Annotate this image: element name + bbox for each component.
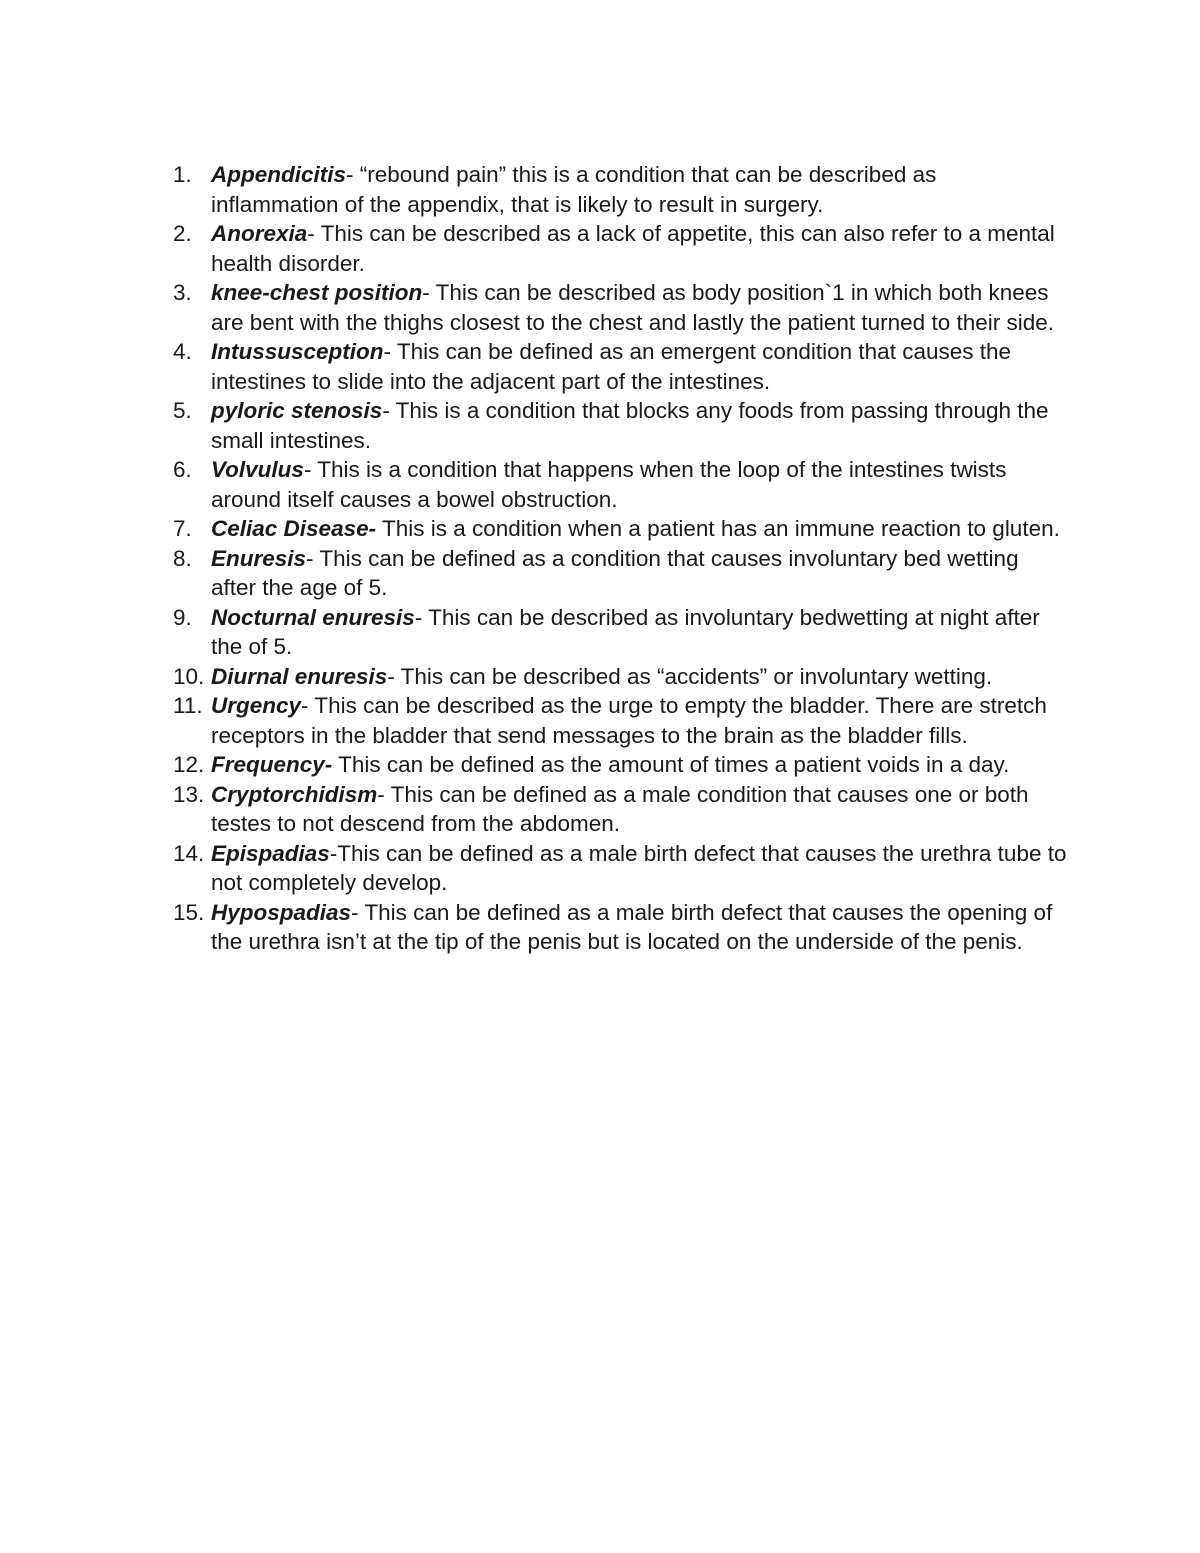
item-definition: -This can be defined as a male birth defect that causes the urethra tube to not completely develop. [211, 840, 1067, 895]
item-definition: - This can be defined as an emergent condition that causes the intestines to slide into the adjacent part of the intestines. [211, 339, 1012, 394]
item-definition: - This can be defined as a male birth defect that causes the opening of the urethra isn’t at the tip of the penis but is located on the underside of the penis. [211, 899, 1053, 954]
item-term: Enuresis [211, 545, 307, 571]
item-term: Appendicitis [211, 162, 347, 187]
item-number: 6. [173, 457, 192, 482]
list-item [158, 396, 1068, 455]
item-number: 5. [173, 398, 192, 423]
item-number: 11. [173, 693, 203, 718]
item-number: 7. [173, 516, 192, 541]
item-number: 15. [173, 899, 205, 925]
list-item [158, 278, 1068, 337]
item-term: knee-chest position [211, 280, 423, 305]
item-term: Intussusception [211, 339, 384, 364]
list-item [158, 780, 1068, 839]
item-number: 10. [173, 663, 205, 689]
item-number: 14. [173, 840, 205, 866]
item-definition: - This can be described as body position`1 in which both knees are bent with the thighs closest to the chest and lastly the patient turned to their side. [211, 280, 1055, 335]
item-definition: - This can be defined as a male condition that causes one or both testes to not descend from the abdomen. [211, 781, 1029, 836]
item-term: Nocturnal enuresis [211, 604, 415, 630]
list-item [158, 662, 1068, 692]
item-definition: - This is a condition that happens when the loop of the intestines twists around itself causes a bowel obstruction. [211, 457, 1007, 512]
item-term: Urgency [211, 693, 302, 718]
item-definition: - This can be described as involuntary bedwetting at night after the of 5. [211, 604, 1040, 659]
list-item [158, 839, 1068, 898]
item-term: Celiac Disease- [211, 516, 377, 541]
item-definition: This can be defined as the amount of times a patient voids in a day. [332, 752, 1010, 777]
list-item [158, 898, 1068, 957]
item-definition: - This can be defined as a condition that causes involuntary bed wetting after the age of 5. [211, 545, 1019, 600]
list-item [158, 514, 1068, 544]
item-number: 13. [173, 781, 205, 807]
item-number: 4. [173, 339, 192, 364]
list-item [158, 337, 1068, 396]
item-number: 3. [173, 280, 192, 305]
list-item [158, 160, 1068, 219]
item-term: Volvulus [211, 457, 304, 482]
list-item [158, 750, 1068, 780]
item-definition: This is a condition when a patient has an immune reaction to gluten. [376, 516, 1060, 541]
item-term: Diurnal enuresis [211, 663, 388, 689]
item-number: 1. [173, 162, 192, 187]
item-term: pyloric stenosis [211, 398, 383, 423]
item-definition: - This can be described as “accidents” or involuntary wetting. [387, 663, 993, 689]
item-term: Epispadias [211, 840, 330, 866]
item-number: 12. [173, 752, 205, 777]
item-term: Cryptorchidism [211, 781, 378, 807]
list-item [158, 455, 1068, 514]
list-item [158, 691, 1068, 750]
list-item [158, 603, 1068, 662]
item-number: 2. [173, 221, 192, 246]
definitions-list [158, 160, 1068, 957]
item-definition: - This is a condition that blocks any foods from passing through the small intestines. [211, 398, 1049, 453]
list-item [158, 219, 1068, 278]
item-term: Hypospadias [211, 899, 352, 925]
item-term: Frequency- [211, 752, 333, 777]
item-definition: - This can be described as the urge to empty the bladder. There are stretch receptors in the bladder that send messages to the brain as the bladder fills. [211, 693, 1047, 748]
item-number: 8. [173, 545, 192, 571]
item-number: 9. [173, 604, 192, 630]
item-definition: - This can be described as a lack of appetite, this can also refer to a mental health disorder. [211, 221, 1055, 276]
list-item [158, 544, 1068, 603]
item-term: Anorexia [211, 221, 308, 246]
item-definition: - “rebound pain” this is a condition that can be described as inflammation of the appendix, that is likely to result in surgery. [211, 162, 937, 217]
